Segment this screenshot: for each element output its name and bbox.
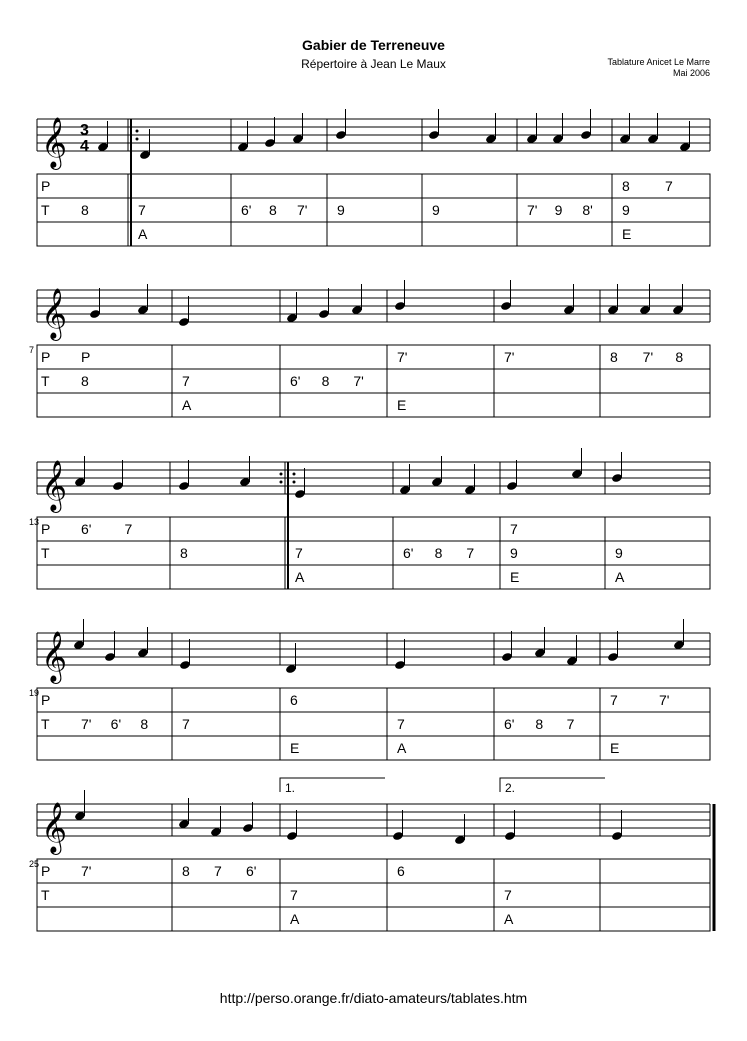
tab-cell-t: 7 xyxy=(290,887,298,903)
system-2 xyxy=(29,280,710,417)
tab-cell-t: 7' xyxy=(81,716,92,732)
row-label-push: P xyxy=(41,178,51,194)
tab-cell-a: E xyxy=(622,226,632,242)
tab-cell-t: 9 xyxy=(337,202,345,218)
treble-clef: 𝄞 xyxy=(41,803,68,852)
measure-number: 7 xyxy=(29,345,35,355)
tab-cell-a: E xyxy=(610,740,620,756)
tab-cell-p: 7' xyxy=(81,863,92,879)
row-label-push: P xyxy=(41,349,51,365)
tab-cell-t: 6' xyxy=(241,202,252,218)
row-label-pull: T xyxy=(41,716,50,732)
row-label-push: P xyxy=(41,521,51,537)
tab-cell-p: 7' xyxy=(659,692,670,708)
tab-cell-t: 8 xyxy=(81,202,89,218)
volta-bracket-1 xyxy=(280,778,385,792)
tab-cell-t: 8 xyxy=(180,545,188,561)
tab-cell-t: 7 xyxy=(466,545,475,561)
tab-cell-t: 6' xyxy=(403,545,414,561)
tab-cell-t: 8 xyxy=(321,373,330,389)
repeat-dot xyxy=(280,473,283,476)
tab-cell-p: 7' xyxy=(642,349,654,365)
footer-url: http://perso.orange.fr/diato-amateurs/tablates.htm xyxy=(219,990,528,1006)
row-label-pull: T xyxy=(41,373,50,389)
tab-cell-a: E xyxy=(510,569,520,585)
tab-cell-p: 6 xyxy=(290,692,298,708)
tab-cell-t: 7 xyxy=(566,716,575,732)
treble-clef: 𝄞 xyxy=(41,118,68,167)
tab-cell-t: 6' xyxy=(290,373,301,389)
tab-cell-t: 8 xyxy=(140,716,149,732)
tab-cell-t: 7' xyxy=(527,202,538,218)
row-label-push: P xyxy=(41,863,51,879)
tab-cell-t: 6' xyxy=(504,716,515,732)
tab-cell-t: 7 xyxy=(138,202,146,218)
system-3 xyxy=(29,448,710,589)
tab-cell-p: 8 xyxy=(610,349,618,365)
credit-date: Mai 2006 xyxy=(672,68,710,78)
row-label-pull: T xyxy=(41,545,50,561)
volta-label-1: 1. xyxy=(285,781,296,795)
tab-cell-t: 8 xyxy=(535,716,544,732)
tab-cell-p: 6' xyxy=(246,863,257,879)
time-signature-top: 3 xyxy=(80,122,89,139)
system-4 xyxy=(29,619,710,760)
tab-cell-t: 9 xyxy=(510,545,518,561)
tab-cell-t: 9 xyxy=(622,202,630,218)
tab-cell-p: 8 xyxy=(675,349,684,365)
tab-cell-p: P xyxy=(81,349,91,365)
tab-cell-p: 8 xyxy=(622,178,630,194)
tab-cell-t: 6' xyxy=(110,716,122,732)
tab-cell-a: A xyxy=(295,569,305,585)
tab-cell-a: E xyxy=(290,740,300,756)
credit-author: Tablature Anicet Le Marre xyxy=(607,57,710,67)
tab-cell-t: 8 xyxy=(81,373,89,389)
tab-cell-p: 8 xyxy=(182,863,190,879)
tab-frame xyxy=(37,859,710,931)
tab-cell-t: 8 xyxy=(434,545,443,561)
repeat-dot xyxy=(136,130,139,133)
tab-cell-p: 7 xyxy=(124,521,133,537)
tab-cell-t: 9 xyxy=(615,545,623,561)
row-label-pull: T xyxy=(41,202,50,218)
tab-cell-t: 7' xyxy=(297,202,308,218)
volta-bracket-2 xyxy=(500,778,605,792)
tab-cell-p: 7 xyxy=(510,521,518,537)
tab-cell-t: 8 xyxy=(269,202,277,218)
treble-clef: 𝄞 xyxy=(41,461,68,510)
system-1 xyxy=(37,109,710,246)
tab-cell-p: 6' xyxy=(81,521,92,537)
tab-cell-t: 7 xyxy=(182,716,190,732)
time-signature-bottom: 4 xyxy=(80,138,89,155)
tab-cell-a: A xyxy=(138,226,148,242)
tab-cell-t: 7 xyxy=(182,373,190,389)
treble-clef: 𝄞 xyxy=(41,632,68,681)
volta-label-2: 2. xyxy=(505,781,516,795)
tab-frame xyxy=(37,517,710,589)
tab-cell-t: 7 xyxy=(295,545,303,561)
row-label-push: P xyxy=(41,692,51,708)
row-label-pull: T xyxy=(41,887,50,903)
tab-cell-p: 6 xyxy=(397,863,405,879)
repeat-dot xyxy=(136,138,139,141)
tab-cell-t: 8' xyxy=(582,202,593,218)
tab-cell-a: A xyxy=(504,911,514,927)
measure-number: 19 xyxy=(29,688,40,698)
tab-cell-t: 9 xyxy=(432,202,440,218)
measure-number: 13 xyxy=(29,517,40,527)
tab-cell-t: 7 xyxy=(397,716,405,732)
tab-cell-p: 7' xyxy=(504,349,515,365)
tab-cell-p: 7' xyxy=(397,349,408,365)
repeat-dot xyxy=(293,481,296,484)
tab-cell-p: 7 xyxy=(610,692,618,708)
tab-cell-t: 7' xyxy=(353,373,364,389)
tab-cell-a: A xyxy=(397,740,407,756)
tab-cell-a: A xyxy=(182,397,192,413)
tab-cell-p: 7 xyxy=(665,178,673,194)
page-subtitle: Répertoire à Jean Le Maux xyxy=(301,57,446,71)
page-title: Gabier de Terreneuve xyxy=(302,37,445,53)
tab-cell-t: 7 xyxy=(504,887,512,903)
tab-cell-p: 7 xyxy=(214,863,222,879)
measure-number: 25 xyxy=(29,859,40,869)
repeat-dot xyxy=(293,473,296,476)
tab-cell-a: A xyxy=(290,911,300,927)
system-5 xyxy=(29,778,714,931)
tab-cell-a: A xyxy=(615,569,625,585)
tab-cell-t: 9 xyxy=(554,202,563,218)
repeat-dot xyxy=(280,481,283,484)
tab-cell-a: E xyxy=(397,397,407,413)
treble-clef: 𝄞 xyxy=(41,289,68,338)
